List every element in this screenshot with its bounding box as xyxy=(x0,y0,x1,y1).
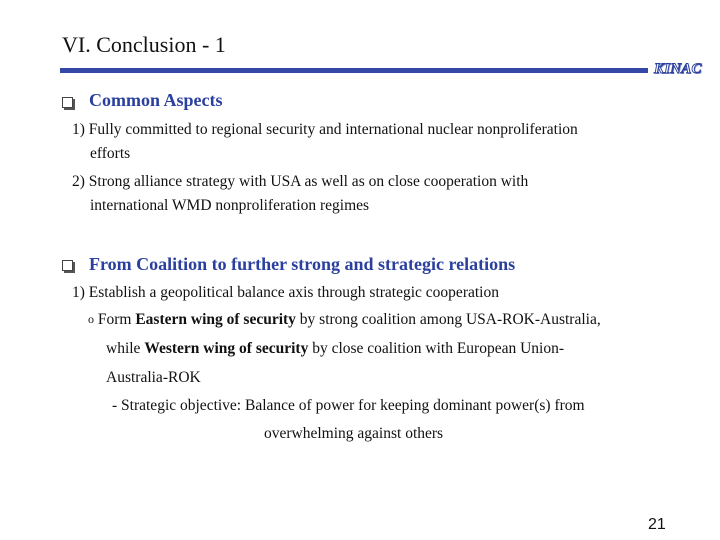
sub-point-line-1 xyxy=(88,311,601,329)
square-bullet-icon xyxy=(62,260,73,271)
strategic-objective-line-1: - Strategic objective: Balance of power for keeping dominant power(s) from xyxy=(112,397,585,414)
section-heading-common-aspects: Common Aspects xyxy=(89,90,223,110)
slide-title: VI. Conclusion - 1 xyxy=(62,32,226,57)
sub-point-text: while xyxy=(106,340,145,357)
common-aspect-2-line-1: 2) Strong alliance strategy with USA as well as on close cooperation with xyxy=(72,173,529,190)
coalition-item-1: 1) Establish a geopolitical balance axis through strategic cooperation xyxy=(72,284,499,301)
circle-bullet-icon: o xyxy=(88,312,94,326)
sub-point-text: by strong coalition among USA-ROK-Australia, xyxy=(295,311,601,328)
common-aspect-1-line-1: 1) Fully committed to regional security and international nuclear nonproliferation xyxy=(72,121,578,138)
title-underline xyxy=(60,68,648,73)
western-wing-emphasis: Western wing of security xyxy=(144,340,309,357)
section-heading-coalition: From Coalition to further strong and strategic relations xyxy=(89,254,516,274)
eastern-wing-emphasis: Eastern wing of security xyxy=(135,311,296,328)
sub-point-line-3: Australia-ROK xyxy=(106,369,201,386)
page-number: 21 xyxy=(648,516,666,533)
sub-point-text: Form xyxy=(94,311,136,328)
sub-point-line-2 xyxy=(106,340,564,358)
square-bullet-icon xyxy=(62,97,73,108)
sub-point-text: by close coalition with European Union- xyxy=(308,340,565,357)
common-aspect-1-line-2: efforts xyxy=(90,145,131,162)
kinac-logo: KINAC xyxy=(654,61,702,77)
common-aspect-2-line-2: international WMD nonproliferation regimes xyxy=(90,197,370,214)
strategic-objective-line-2: overwhelming against others xyxy=(264,425,444,442)
